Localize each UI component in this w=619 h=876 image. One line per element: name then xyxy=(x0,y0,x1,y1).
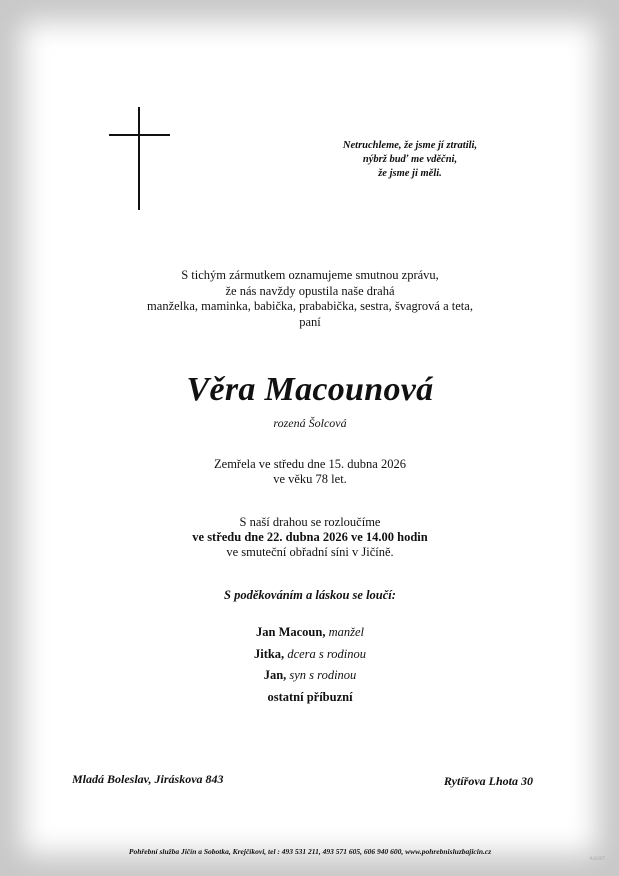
motto-line: nýbrž buď me vděčni, xyxy=(362,154,458,165)
maiden-name: rozená Šolcová xyxy=(273,416,347,430)
death-line: Zemřela ve středu dne 15. dubna 2026 xyxy=(214,457,406,471)
funeral-line: S naší drahou se rozloučíme xyxy=(239,515,381,529)
family-member-relation: syn s rodinou xyxy=(289,668,357,682)
thanks-heading: S poděkováním a láskou se loučí: xyxy=(224,588,396,602)
motto-line: Netruchleme, že jsme jí ztratili, xyxy=(342,140,478,151)
family-member xyxy=(110,644,510,666)
print-stamp: 9/4/26T xyxy=(589,856,605,861)
funeral-service-footer: Pohřební služba Jičín a Sobotka, Krejčíkovi, tel : 493 531 211, 493 571 605, 606 940 600, www.pohrebnisluzbajicin.cz xyxy=(128,847,492,856)
family-member-relation: dcera s rodinou xyxy=(287,646,367,661)
family-member-name: Jan Macoun, xyxy=(256,625,326,639)
family-list xyxy=(110,622,510,708)
family-member xyxy=(110,687,510,709)
address-right: Rytířova Lhota 30 xyxy=(443,774,533,788)
family-member-relation: manžel xyxy=(328,625,364,639)
funeral-date: ve středu dne 22. dubna 2026 ve 14.00 hodin xyxy=(192,530,428,544)
family-member xyxy=(110,622,510,644)
death-info xyxy=(110,457,510,487)
announcement xyxy=(80,268,540,330)
family-member xyxy=(110,665,510,687)
family-member-name: Jan, xyxy=(263,668,287,682)
cross-icon xyxy=(138,107,140,210)
family-member-name: Jitka, xyxy=(253,646,285,661)
funeral-info xyxy=(90,515,530,560)
announcement-line: manželka, maminka, babička, prababička, sestra, švagrová a teta, xyxy=(147,299,473,313)
family-member-name: ostatní příbuzní xyxy=(267,689,353,704)
motto xyxy=(320,139,500,181)
death-line: ve věku 78 let. xyxy=(273,472,347,486)
announcement-line: paní xyxy=(299,314,321,329)
address-left: Mladá Boleslav, Jiráskova 843 xyxy=(72,772,224,786)
cross-icon-bar xyxy=(109,134,170,136)
funeral-place: ve smuteční obřadní síni v Jičíně. xyxy=(226,545,394,559)
announcement-line: že nás navždy opustila naše drahá xyxy=(225,283,395,298)
motto-line: že jsme ji měli. xyxy=(378,168,442,179)
deceased-name: Věra Macounová xyxy=(186,371,434,408)
announcement-line: S tichým zármutkem oznamujeme smutnou zprávu, xyxy=(181,268,439,282)
